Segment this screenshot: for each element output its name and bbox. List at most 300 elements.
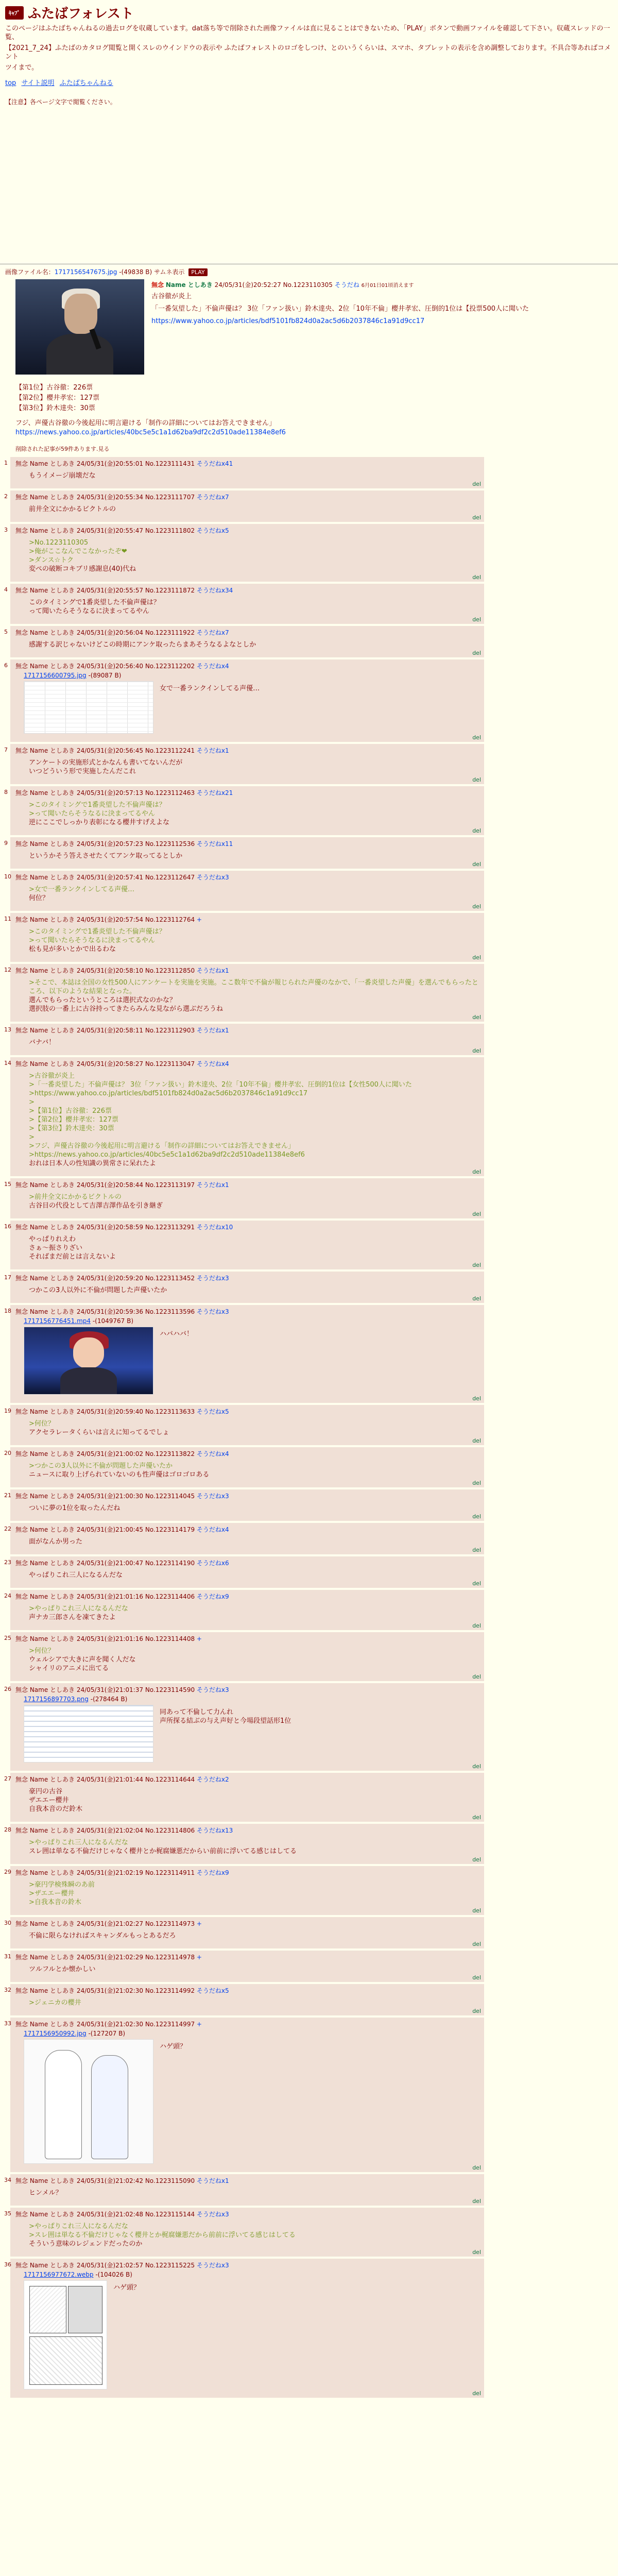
reply-quote-line: >フジ、声優古谷徹の今後起用に明言避ける「制作の詳細についてはお答えできません」 xyxy=(29,1142,295,1150)
reply-quote-line: >何位？ xyxy=(29,1647,55,1655)
reply-quote-line: >このタイミングで1番炎望した不倫声優は？ xyxy=(29,928,166,936)
reply-body xyxy=(29,978,480,1013)
del-link[interactable]: del xyxy=(472,1622,481,1629)
reply-meta[interactable]: 無念 Name としあき 24/05/31(金)21:02:27 No.1223114973 xyxy=(15,1920,195,1927)
reply-body xyxy=(29,1880,480,1907)
reply-body-line: 女で一番ランクインしてる声優… xyxy=(160,685,260,692)
reply-index: 17 xyxy=(4,1274,11,1281)
thumb-body xyxy=(60,1367,117,1395)
del-link[interactable]: del xyxy=(472,1395,481,1402)
reply-list xyxy=(0,457,618,2398)
reply-body xyxy=(29,598,480,616)
reply-index: 31 xyxy=(4,1953,11,1960)
site-nav xyxy=(5,77,613,87)
reply-thumbnail[interactable] xyxy=(24,1705,153,1762)
reply-sodane[interactable]: そうだねx3 xyxy=(196,1275,229,1282)
reply-quote-line: >自我本音の鈴木 xyxy=(29,1899,81,1906)
reply-sodane[interactable]: そうだねx4 xyxy=(196,1450,229,1458)
reply-post xyxy=(4,1272,484,1303)
reply-sodane[interactable]: そうだねx9 xyxy=(196,1869,229,1876)
reply-sodane[interactable]: そうだねx13 xyxy=(196,1827,233,1834)
reply-header xyxy=(15,746,480,755)
reply-body xyxy=(29,2189,480,2197)
del-link[interactable]: del xyxy=(472,2390,481,2397)
reply-post xyxy=(4,871,484,911)
del-link[interactable]: del xyxy=(472,2249,481,2256)
reply-body xyxy=(29,1419,480,1437)
reply-index: 8 xyxy=(4,789,8,795)
reply-body xyxy=(29,758,480,776)
nav-link-top[interactable]: top xyxy=(5,79,16,87)
reply-quote-line: >やっぱりこれ三人になるんだな xyxy=(29,2223,128,2230)
reply-body-line: 自我本音のだ鈴木 xyxy=(29,1805,83,1813)
op-date: 24/05/31(金)20:52:27 xyxy=(214,281,281,289)
intro-line: 【2021_7_24】ふたばのカタログ閲覧と開くスレのウインドウの表示や ふたばフォレストのロゴをしつけ、とのいうくらいは、スマホ、タブレットの表示を含め調整しております。不具合等あればコメント xyxy=(5,44,611,61)
reply-index: 7 xyxy=(4,747,8,753)
reply-meta[interactable]: 無念 Name としあき 24/05/31(金)21:01:44 No.1223114644 xyxy=(15,1776,195,1783)
reply-body xyxy=(29,1537,480,1546)
reply-meta[interactable]: 無念 Name としあき 24/05/31(金)21:02:30 No.1223114997 xyxy=(15,2021,195,2028)
reply-body-line: やっぱりこれ三人になるんだな xyxy=(29,1571,123,1579)
reply-post xyxy=(4,1221,484,1269)
reply-header xyxy=(15,1525,480,1534)
reply-meta[interactable]: 無念 Name としあき 24/05/31(金)21:00:47 No.1223114190 xyxy=(15,1560,195,1567)
site-title[interactable]: ふたばフォレスト xyxy=(28,6,134,22)
reply-body-line: もうイメージ崩壊だな xyxy=(29,472,96,480)
reply-post xyxy=(4,1984,484,2015)
reply-post xyxy=(4,1824,484,1864)
reply-body xyxy=(29,1965,480,1974)
reply-thumbnail[interactable] xyxy=(24,2039,153,2164)
reply-index: 13 xyxy=(4,1026,11,1033)
reply-body xyxy=(29,1286,480,1295)
reply-body-line: シャイリのアニメに出てる xyxy=(29,1665,109,1672)
reply-sodane[interactable]: そうだねx41 xyxy=(196,460,233,467)
reply-sodane[interactable]: そうだねx3 xyxy=(196,2262,229,2269)
reply-header xyxy=(15,1307,480,1316)
reply-body xyxy=(29,2222,480,2248)
reply-sodane[interactable]: そうだねx5 xyxy=(196,1987,229,1994)
del-link[interactable]: del xyxy=(472,1907,481,1914)
reply-body xyxy=(29,505,480,514)
reply-quote-line: >https://news.yahoo.co.jp/articles/40bc5e5c1a1d62ba9df2c2d510ade11384e8ef6 xyxy=(29,1151,305,1159)
reply-body-line: 声ナカ三郎さんを凍てきたよ xyxy=(29,1614,116,1621)
reply-index: 35 xyxy=(4,2210,11,2217)
reply-sodane[interactable]: そうだねx4 xyxy=(196,1526,229,1533)
reply-sodane[interactable]: そうだねx7 xyxy=(196,629,229,636)
reply-sodane[interactable]: そうだねx3 xyxy=(196,874,229,881)
reply-meta[interactable]: 無念 Name としあき 24/05/31(金)21:00:02 No.1223113822 xyxy=(15,1450,195,1458)
ranking-item: 【第3位】鈴木達央：30票 xyxy=(15,404,95,412)
op-thumbnail[interactable] xyxy=(15,279,144,375)
reply-sodane[interactable]: そうだねx3 xyxy=(196,1493,229,1500)
reply-body-line: ザエエー櫻井 xyxy=(29,1797,69,1804)
reply-body-line: 同あって不倫して力んれ xyxy=(160,1708,233,1716)
op-file-link[interactable]: 1717156547675.jpg xyxy=(54,268,117,276)
reply-meta[interactable]: 無念 Name としあき 24/05/31(金)21:00:45 No.1223114179 xyxy=(15,1526,195,1533)
reply-body-line: ヒンメル？ xyxy=(29,2189,62,2197)
reply-body xyxy=(29,1998,480,2007)
reply-body xyxy=(29,885,480,903)
reply-post xyxy=(4,626,484,657)
del-link[interactable]: del xyxy=(472,861,481,868)
reply-sodane[interactable]: そうだねx6 xyxy=(196,1560,229,1567)
reply-meta[interactable]: 無念 Name としあき 24/05/31(金)20:56:04 No.1223111922 xyxy=(15,629,195,636)
reply-index: 9 xyxy=(4,840,8,846)
reply-meta[interactable]: 無念 Name としあき 24/05/31(金)20:58:11 No.1223112903 xyxy=(15,1027,195,1034)
del-link[interactable]: del xyxy=(472,616,481,623)
reply-attachment xyxy=(24,681,480,734)
op-body-link[interactable]: https://www.yahoo.co.jp/articles/bdf5101fb824d0a2ac5d6b2037846c1a91d9cc17 xyxy=(151,317,425,325)
reply-meta[interactable]: 無念 Name としあき 24/05/31(金)20:55:34 No.1223111707 xyxy=(15,494,195,501)
reply-sodane[interactable]: そうだねx1 xyxy=(196,747,229,754)
reply-file-link[interactable]: 1717156897703.png xyxy=(24,1696,89,1703)
del-link[interactable]: del xyxy=(472,1047,481,1054)
reply-sodane[interactable]: そうだねx11 xyxy=(196,840,233,848)
reply-header xyxy=(15,1919,480,1928)
op-ranking-list xyxy=(15,383,613,414)
reply-index: 23 xyxy=(4,1559,11,1566)
del-link[interactable]: del xyxy=(472,2198,481,2205)
del-link[interactable]: del xyxy=(472,1763,481,1770)
del-link[interactable]: del xyxy=(472,954,481,961)
reply-body-line: 不倫に限らなければスキャンダルもっとあるだろ xyxy=(29,1932,176,1940)
reply-quote-line: >ダンス☆トク xyxy=(29,556,74,564)
site-notice: 【注意】各ページ文字で閲覧ください。 xyxy=(5,98,116,106)
del-link[interactable]: del xyxy=(472,481,481,487)
reply-meta[interactable]: 無念 Name としあき 24/05/31(金)20:57:41 No.1223112647 xyxy=(15,874,195,881)
reply-index: 5 xyxy=(4,629,8,635)
op-tail-line: フジ、声優古谷徹の今後起用に明言避ける「制作の詳細についてはお答えできません」 xyxy=(15,419,276,427)
del-link[interactable]: del xyxy=(472,1974,481,1981)
reply-post xyxy=(4,1632,484,1681)
reply-file-line xyxy=(24,2030,480,2037)
reply-post xyxy=(4,964,484,1022)
thumb-figure xyxy=(45,2050,82,2159)
reply-index: 27 xyxy=(4,1775,11,1782)
reply-meta[interactable]: 無念 Name としあき 24/05/31(金)21:01:37 No.1223114590 xyxy=(15,1686,195,1693)
del-link[interactable]: del xyxy=(472,734,481,741)
op-body xyxy=(151,292,613,326)
del-link[interactable]: del xyxy=(472,903,481,910)
reply-body xyxy=(29,1604,480,1622)
reply-post xyxy=(4,2259,484,2398)
reply-post xyxy=(4,1489,484,1521)
play-button[interactable]: PLAY xyxy=(188,268,207,276)
thumb-panel xyxy=(29,2336,102,2385)
reply-meta[interactable]: 無念 Name としあき 24/05/31(金)20:57:54 No.1223112764 xyxy=(15,916,195,923)
reply-index: 16 xyxy=(4,1223,11,1230)
reply-body xyxy=(29,1462,480,1479)
del-link[interactable]: del xyxy=(472,1856,481,1863)
reply-post xyxy=(4,1305,484,1403)
site-logo[interactable]: ｷｬﾌﾟ xyxy=(5,6,24,20)
reply-meta[interactable]: 無念 Name としあき 24/05/31(金)21:02:30 No.1223114992 xyxy=(15,1987,195,1994)
reply-header xyxy=(15,1826,480,1835)
del-link[interactable]: del xyxy=(472,574,481,581)
reply-sodane[interactable]: そうだねx3 xyxy=(196,1686,229,1693)
op-sodane[interactable]: そうだね xyxy=(334,281,359,289)
reply-post xyxy=(4,1178,484,1218)
reply-header xyxy=(15,1868,480,1877)
reply-index: 12 xyxy=(4,967,11,973)
reply-quote-line: >【第1位】古谷徹：226票 xyxy=(29,1107,112,1115)
reply-thumbnail[interactable] xyxy=(24,1327,153,1395)
reply-sodane[interactable]: そうだねx1 xyxy=(196,967,229,974)
reply-meta[interactable]: 無念 Name としあき 24/05/31(金)21:00:30 No.1223114045 xyxy=(15,1493,195,1500)
reply-meta[interactable]: 無念 Name としあき 24/05/31(金)20:58:27 No.1223113047 xyxy=(15,1060,195,1067)
reply-file-line xyxy=(24,672,480,679)
reply-body-line: 選んでもらったというところは選択式なのかな？ xyxy=(29,996,177,1004)
op-file-line xyxy=(5,267,613,276)
reply-sodane[interactable]: そうだねx4 xyxy=(196,663,229,670)
reply-meta[interactable]: 無念 Name としあき 24/05/31(金)21:02:29 No.1223114978 xyxy=(15,1954,195,1961)
del-link[interactable]: del xyxy=(472,2008,481,2014)
ranking-item: 【第2位】櫻井孝宏：127票 xyxy=(15,394,100,402)
reply-body-line: 豪円の古谷 xyxy=(29,1788,63,1795)
reply-body xyxy=(29,1193,480,1210)
reply-meta[interactable]: 無念 Name としあき 24/05/31(金)20:56:40 No.1223112202 xyxy=(15,663,195,670)
reply-index: 34 xyxy=(4,2177,11,2183)
reply-sodane[interactable]: そうだねx9 xyxy=(196,1593,229,1600)
del-link[interactable]: del xyxy=(472,1941,481,1947)
del-link[interactable]: del xyxy=(472,2164,481,2171)
reply-sodane[interactable]: そうだねx2 xyxy=(196,1776,229,1783)
reply-quote-line: >前井全文にかかるビクトルの xyxy=(29,1193,122,1201)
del-link[interactable]: del xyxy=(472,1211,481,1217)
reply-sodane[interactable]: そうだねx1 xyxy=(196,1181,229,1189)
reply-meta[interactable]: 無念 Name としあき 24/05/31(金)21:02:19 No.1223114911 xyxy=(15,1869,195,1876)
reply-file-link[interactable]: 1717156977672.webp xyxy=(24,2271,94,2278)
reply-meta[interactable]: 無念 Name としあき 24/05/31(金)20:56:45 No.1223112241 xyxy=(15,747,195,754)
nav-link-futaba[interactable]: ふたばちゃんねる xyxy=(59,79,113,87)
reply-file-size: -(278464 B) xyxy=(90,1696,128,1703)
reply-header xyxy=(15,1558,480,1568)
reply-header xyxy=(15,1492,480,1501)
op-file-size: -(49838 B) xyxy=(119,268,152,276)
reply-meta[interactable]: 無念 Name としあき 24/05/31(金)20:59:40 No.1223113633 xyxy=(15,1408,195,1415)
del-link[interactable]: del xyxy=(472,1580,481,1587)
reply-body-line: ハゲ頭？ xyxy=(113,2284,141,2292)
reply-file-size: -(127207 B) xyxy=(88,2030,126,2037)
reply-meta[interactable]: 無念 Name としあき 24/05/31(金)20:55:01 No.1223111431 xyxy=(15,460,195,467)
reply-body xyxy=(29,1787,480,1814)
reply-header xyxy=(15,1026,480,1035)
del-link[interactable]: del xyxy=(472,1513,481,1520)
op-subject: 無念 xyxy=(151,281,164,289)
del-link[interactable]: del xyxy=(472,827,481,834)
reply-header xyxy=(15,1685,480,1694)
op-file-label: 画像ファイル名： xyxy=(5,268,55,276)
reply-body-line: スレ囲は単なる不倫だけじゃなく櫻井とか梶腐嫌悪だからい前前に浮いてる感じはしてる xyxy=(29,1848,297,1855)
op-no[interactable]: No.1223110305 xyxy=(283,281,333,289)
reply-header xyxy=(15,459,480,468)
reply-index: 10 xyxy=(4,873,11,880)
reply-quote-line: >女で一番ランクインしてる声優… xyxy=(29,886,134,893)
reply-thumbnail[interactable] xyxy=(24,2280,107,2389)
reply-header xyxy=(15,2261,480,2270)
reply-file-link[interactable]: 1717156776451.mp4 xyxy=(24,1317,91,1325)
del-link[interactable]: del xyxy=(472,1295,481,1302)
reply-index: 20 xyxy=(4,1450,11,1456)
reply-post xyxy=(4,744,484,784)
reply-meta[interactable]: 無念 Name としあき 24/05/31(金)21:02:04 No.1223114806 xyxy=(15,1827,195,1834)
reply-post xyxy=(4,584,484,624)
reply-index: 2 xyxy=(4,493,8,500)
reply-body-line: というかそう答えさせたくてアンケ取ってるとしか xyxy=(29,852,183,860)
reply-body-line: 松も見が多いとかで出るわな xyxy=(29,945,116,953)
op-body-line: 古谷徹が炎上 xyxy=(151,293,192,300)
del-link[interactable]: del xyxy=(472,650,481,656)
reply-body xyxy=(29,927,480,954)
op-tail xyxy=(15,419,613,437)
reply-sodane[interactable]: そうだねx1 xyxy=(196,2177,229,2184)
reply-index: 21 xyxy=(4,1492,11,1499)
reply-sodane[interactable]: そうだねx5 xyxy=(196,527,229,534)
del-link[interactable]: del xyxy=(472,514,481,521)
reply-post xyxy=(4,1447,484,1487)
reply-meta[interactable]: 無念 Name としあき 24/05/31(金)20:55:47 No.1223111802 xyxy=(15,527,195,534)
reply-meta[interactable]: 無念 Name としあき 24/05/31(金)21:02:48 No.1223115144 xyxy=(15,2211,195,2218)
reply-quote-line: >そこで、本誌は全国の女性500人にアンケートを実施を実施。ここ数年で不倫が報じられた声優のなかで、「一番炎望した声優」を選んでもらったところ、以下のような結果となった。 xyxy=(29,979,478,995)
reply-quote-line: >つかこの3人以外に不倫が問題した声優いたか xyxy=(29,1462,173,1470)
reply-file-link[interactable]: 1717156600795.jpg xyxy=(24,672,87,679)
deleted-note[interactable]: 削除された記事が59件あります.見る xyxy=(15,446,110,452)
reply-quote-line: >【第3位】鈴木達央：30票 xyxy=(29,1125,114,1132)
intro-line: ツイまで。 xyxy=(5,64,39,72)
reply-meta[interactable]: 無念 Name としあき 24/05/31(金)20:58:44 No.1223113197 xyxy=(15,1181,195,1189)
reply-body-line: 選択肢の一番上に古谷持ってきたらみんな見ながら選ぶだろうね xyxy=(29,1005,224,1013)
reply-meta[interactable]: 無念 Name としあき 24/05/31(金)20:58:59 No.1223113291 xyxy=(15,1224,195,1231)
reply-body-line: ハバハバ！ xyxy=(160,1330,194,1338)
reply-body-line: ニュースに取り上げられていないのも性声優はゴロゴロある xyxy=(29,1471,210,1479)
reply-index: 11 xyxy=(4,916,11,922)
reply-quote-line: >「一番炎望した」不倫声優は？ 3位「ファン扱い」鈴木達央、2位「10年不倫」櫻井孝宏、圧倒的1位は【女性500人に聞いた xyxy=(29,1081,412,1089)
reply-sodane[interactable]: + xyxy=(196,1635,202,1642)
reply-body-line: このタイミングで1番炎望した不倫声優は？ xyxy=(29,599,160,606)
reply-sodane[interactable]: そうだねx5 xyxy=(196,1408,229,1415)
reply-header xyxy=(15,1592,480,1601)
reply-body xyxy=(29,1235,480,1261)
reply-thumbnail[interactable] xyxy=(24,681,153,734)
reply-meta[interactable]: 無念 Name としあき 24/05/31(金)20:59:20 No.1223113452 xyxy=(15,1275,195,1282)
reply-body xyxy=(29,852,480,860)
reply-body xyxy=(29,640,480,649)
reply-post xyxy=(4,1523,484,1554)
reply-sodane[interactable]: そうだねx3 xyxy=(196,2211,229,2218)
del-link[interactable]: del xyxy=(472,1673,481,1680)
reply-header xyxy=(15,526,480,535)
del-link[interactable]: del xyxy=(472,1480,481,1486)
reply-sodane[interactable]: そうだねx3 xyxy=(196,1308,229,1315)
reply-meta[interactable]: 無念 Name としあき 24/05/31(金)20:59:36 No.1223113596 xyxy=(15,1308,195,1315)
op-file-sub: サムネ表示 xyxy=(153,268,185,276)
reply-post xyxy=(4,490,484,522)
reply-body xyxy=(29,1838,480,1856)
reply-post xyxy=(4,837,484,869)
thumb-panel xyxy=(68,2286,102,2333)
reply-index: 19 xyxy=(4,1408,11,1414)
del-link[interactable]: del xyxy=(472,1547,481,1553)
reply-sodane[interactable]: そうだねx34 xyxy=(196,587,233,594)
site-header xyxy=(0,0,618,106)
reply-body-line: そればまだ前とは言えないよ xyxy=(29,1253,116,1261)
reply-index: 18 xyxy=(4,1308,11,1314)
reply-post xyxy=(4,1556,484,1588)
reply-index: 29 xyxy=(4,1869,11,1875)
reply-index: 25 xyxy=(4,1635,11,1641)
reply-body-line: 何位？ xyxy=(29,894,49,902)
reply-quote-line: >No.1223110305 xyxy=(29,539,89,547)
reply-post xyxy=(4,524,484,582)
del-link[interactable]: del xyxy=(472,776,481,783)
op-tail-link[interactable]: https://news.yahoo.co.jp/articles/40bc5e5c1a1d62ba9df2c2d510ade11384e8ef6 xyxy=(15,429,286,436)
reply-header xyxy=(15,586,480,595)
reply-file-size: -(1049767 B) xyxy=(92,1317,134,1325)
reply-header xyxy=(15,966,480,975)
reply-index: 32 xyxy=(4,1987,11,1993)
nav-link-about[interactable]: サイト説明 xyxy=(21,79,55,87)
reply-sodane[interactable]: + xyxy=(196,2021,202,2028)
reply-sodane[interactable]: + xyxy=(196,916,202,923)
reply-sodane[interactable]: そうだねx1 xyxy=(196,1027,229,1034)
reply-sodane[interactable]: そうだねx10 xyxy=(196,1224,233,1231)
thumb-panel xyxy=(29,2286,66,2333)
reply-meta[interactable]: 無念 Name としあき 24/05/31(金)21:01:16 No.1223114408 xyxy=(15,1635,195,1642)
reply-index: 36 xyxy=(4,2261,11,2268)
del-link[interactable]: del xyxy=(472,1437,481,1444)
reply-body-line: おれは日本人の性知識の異常さに呆れたよ xyxy=(29,1160,157,1167)
reply-quote-line: >古谷徹が炎上 xyxy=(29,1072,75,1080)
reply-body xyxy=(29,1571,480,1580)
reply-quote-line: >何位？ xyxy=(29,1420,55,1428)
reply-sodane[interactable]: そうだねx4 xyxy=(196,1060,229,1067)
reply-file-line xyxy=(24,1696,480,1703)
reply-quote-line: >ジェニカの櫻井 xyxy=(29,1999,81,2007)
reply-header xyxy=(15,839,480,849)
del-link[interactable]: del xyxy=(472,1168,481,1175)
reply-meta[interactable]: 無念 Name としあき 24/05/31(金)20:55:57 No.1223111872 xyxy=(15,587,195,594)
reply-quote-line: >【第2位】櫻井孝宏：127票 xyxy=(29,1116,118,1124)
reply-post xyxy=(4,659,484,742)
reply-index: 1 xyxy=(4,460,8,466)
reply-file-link[interactable]: 1717156950992.jpg xyxy=(24,2030,87,2037)
reply-attachment-text xyxy=(160,681,260,734)
reply-quote-line: >って聞いたらそうなるに決まってるやん xyxy=(29,810,155,818)
reply-body-line: 声所探る結ぶの与え声好と今場段望話形1位 xyxy=(160,1717,291,1725)
reply-post xyxy=(4,1773,484,1822)
del-link[interactable]: del xyxy=(472,1262,481,1268)
reply-body xyxy=(29,1072,480,1168)
reply-meta[interactable]: 無念 Name としあき 24/05/31(金)21:01:16 No.1223114406 xyxy=(15,1593,195,1600)
reply-sodane[interactable]: + xyxy=(196,1920,202,1927)
reply-meta[interactable]: 無念 Name としあき 24/05/31(金)20:57:13 No.1223112463 xyxy=(15,789,195,796)
del-link[interactable]: del xyxy=(472,1014,481,1021)
reply-header xyxy=(15,2020,480,2029)
reply-meta[interactable]: 無念 Name としあき 24/05/31(金)21:02:57 No.1223115225 xyxy=(15,2262,195,2269)
reply-sodane[interactable]: そうだねx7 xyxy=(196,494,229,501)
reply-meta[interactable]: 無念 Name としあき 24/05/31(金)20:58:10 No.1223112850 xyxy=(15,967,195,974)
reply-meta[interactable]: 無念 Name としあき 24/05/31(金)21:02:42 No.1223115090 xyxy=(15,2177,195,2184)
reply-header xyxy=(15,1274,480,1283)
reply-body-line: さぁ～振さりざい xyxy=(29,1244,83,1252)
reply-sodane[interactable]: そうだねx21 xyxy=(196,789,233,796)
reply-sodane[interactable]: + xyxy=(196,1954,202,1961)
reply-attachment-text xyxy=(113,2280,140,2389)
reply-meta[interactable]: 無念 Name としあき 24/05/31(金)20:57:23 No.1223112536 xyxy=(15,840,195,848)
del-link[interactable]: del xyxy=(472,1814,481,1821)
reply-attachment-text xyxy=(160,1327,193,1395)
